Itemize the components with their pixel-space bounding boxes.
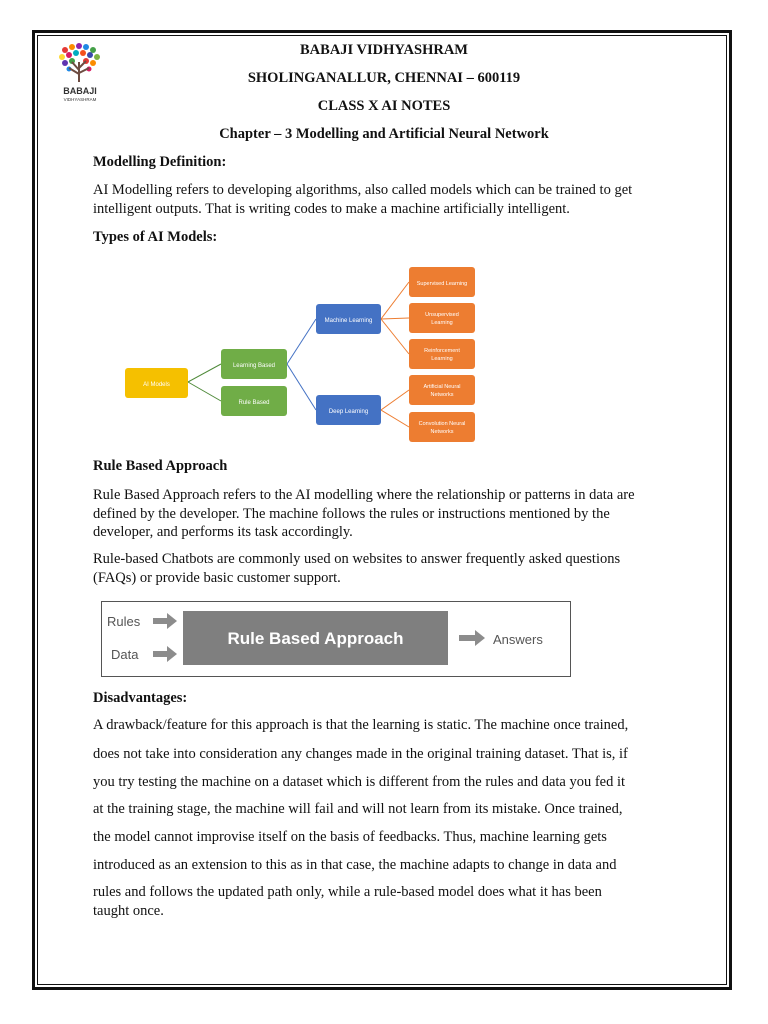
answers-label: Answers bbox=[493, 632, 543, 647]
node-supervised-learning bbox=[409, 267, 475, 297]
node-unsupervised-label: Unsupervised bbox=[425, 312, 459, 318]
node-rule-based bbox=[221, 386, 287, 416]
root-connectors bbox=[188, 364, 221, 401]
school-address: SHOLINGANALLUR, CHENNAI – 600119 bbox=[247, 70, 521, 86]
node-ai-models bbox=[125, 368, 188, 398]
node-reinforcement-label: Learning bbox=[431, 356, 453, 362]
node-ann-label: Artificial Neural bbox=[423, 384, 461, 390]
node-reinforcement-label: Reinforcement bbox=[424, 348, 460, 354]
node-machine-learning-label: Machine Learning bbox=[324, 318, 373, 324]
logo-name: BABAJI bbox=[63, 86, 97, 96]
node-cnn-label: Networks bbox=[430, 429, 454, 435]
modelling-heading: Modelling Definition: bbox=[93, 154, 227, 170]
leaf-connectors bbox=[381, 282, 409, 427]
disadvantages-line: does not take into consideration any changes made in the original training dataset. That is, if bbox=[93, 746, 628, 762]
rba-box-title: Rule Based Approach bbox=[227, 629, 404, 648]
rule-based-approach-figure bbox=[101, 601, 571, 677]
rules-label: Rules bbox=[107, 614, 141, 629]
rule-based-line: defined by the developer. The machine follows the rules or instructions mentioned by the bbox=[93, 505, 610, 522]
node-rule-based-label: Rule Based bbox=[238, 400, 270, 406]
node-unsupervised-label: Learning bbox=[431, 320, 453, 326]
chapter-title: Chapter – 3 Modelling and Artificial Neural Network bbox=[219, 126, 549, 142]
logo-subtext: VIDHYASHRAM bbox=[63, 97, 97, 102]
disadvantages-line: the model cannot improvise itself on the basis of feedbacks. Thus, machine learning gets bbox=[93, 829, 607, 845]
rule-based-heading: Rule Based Approach bbox=[93, 458, 228, 474]
modelling-line: intelligent outputs. That is writing codes to make a machine artificially intelligent. bbox=[93, 200, 570, 217]
node-cnn-label: Convolution Neural bbox=[418, 421, 466, 427]
rule-based-line: Rule-based Chatbots are commonly used on websites to answer frequently asked questions bbox=[93, 551, 621, 567]
types-heading: Types of AI Models: bbox=[93, 229, 218, 245]
node-ann-label: Networks bbox=[430, 392, 454, 398]
node-ai-models-label: AI Models bbox=[143, 382, 170, 388]
node-artificial-neural-networks bbox=[409, 375, 475, 405]
school-name: BABAJI VIDHYASHRAM bbox=[300, 42, 468, 58]
disadvantages-line: you try testing the machine on a dataset which is different from the rules and data you fed it bbox=[93, 774, 626, 790]
rule-based-paragraph-1 bbox=[93, 486, 683, 542]
node-supervised-label: Supervised Learning bbox=[416, 281, 468, 287]
node-learning-based bbox=[221, 349, 287, 379]
disadvantages-line: at the training stage, the machine will fail and will not learn from its mistake. Once trained, bbox=[93, 801, 623, 817]
disadvantages-line: rules and follows the updated path only, while a rule-based model does what it has been bbox=[93, 884, 602, 900]
node-convolution-neural-networks bbox=[409, 412, 475, 442]
learning-connectors bbox=[287, 319, 316, 410]
node-deep-learning bbox=[316, 395, 381, 425]
disadvantages-line: A drawback/feature for this approach is that the learning is static. The machine once trained, bbox=[93, 717, 629, 733]
node-unsupervised-learning bbox=[409, 303, 475, 333]
node-learning-based-label: Learning Based bbox=[232, 363, 276, 369]
data-label: Data bbox=[111, 647, 139, 662]
modelling-line: AI Modelling refers to developing algorithms, also called models which can be trained to get bbox=[93, 182, 633, 198]
rule-based-line: Rule Based Approach refers to the AI modelling where the relationship or patterns in data are bbox=[93, 487, 635, 503]
rule-based-line: (FAQs) or provide basic customer support. bbox=[93, 569, 341, 586]
modelling-paragraph bbox=[93, 181, 683, 218]
ai-models-diagram bbox=[120, 262, 480, 447]
disadvantages-heading: Disadvantages: bbox=[93, 690, 188, 706]
disadvantages-line: taught once. bbox=[93, 903, 164, 919]
rule-based-line: developer, and performs its task accordingly. bbox=[93, 524, 353, 540]
node-reinforcement-learning bbox=[409, 339, 475, 369]
node-deep-learning-label: Deep Learning bbox=[328, 409, 369, 415]
disadvantages-line: introduced as an extension to this as in that case, the machine adapts to change in data and bbox=[93, 857, 617, 873]
node-machine-learning bbox=[316, 304, 381, 334]
class-title: CLASS X AI NOTES bbox=[317, 98, 451, 114]
rule-based-paragraph-2 bbox=[93, 550, 683, 587]
